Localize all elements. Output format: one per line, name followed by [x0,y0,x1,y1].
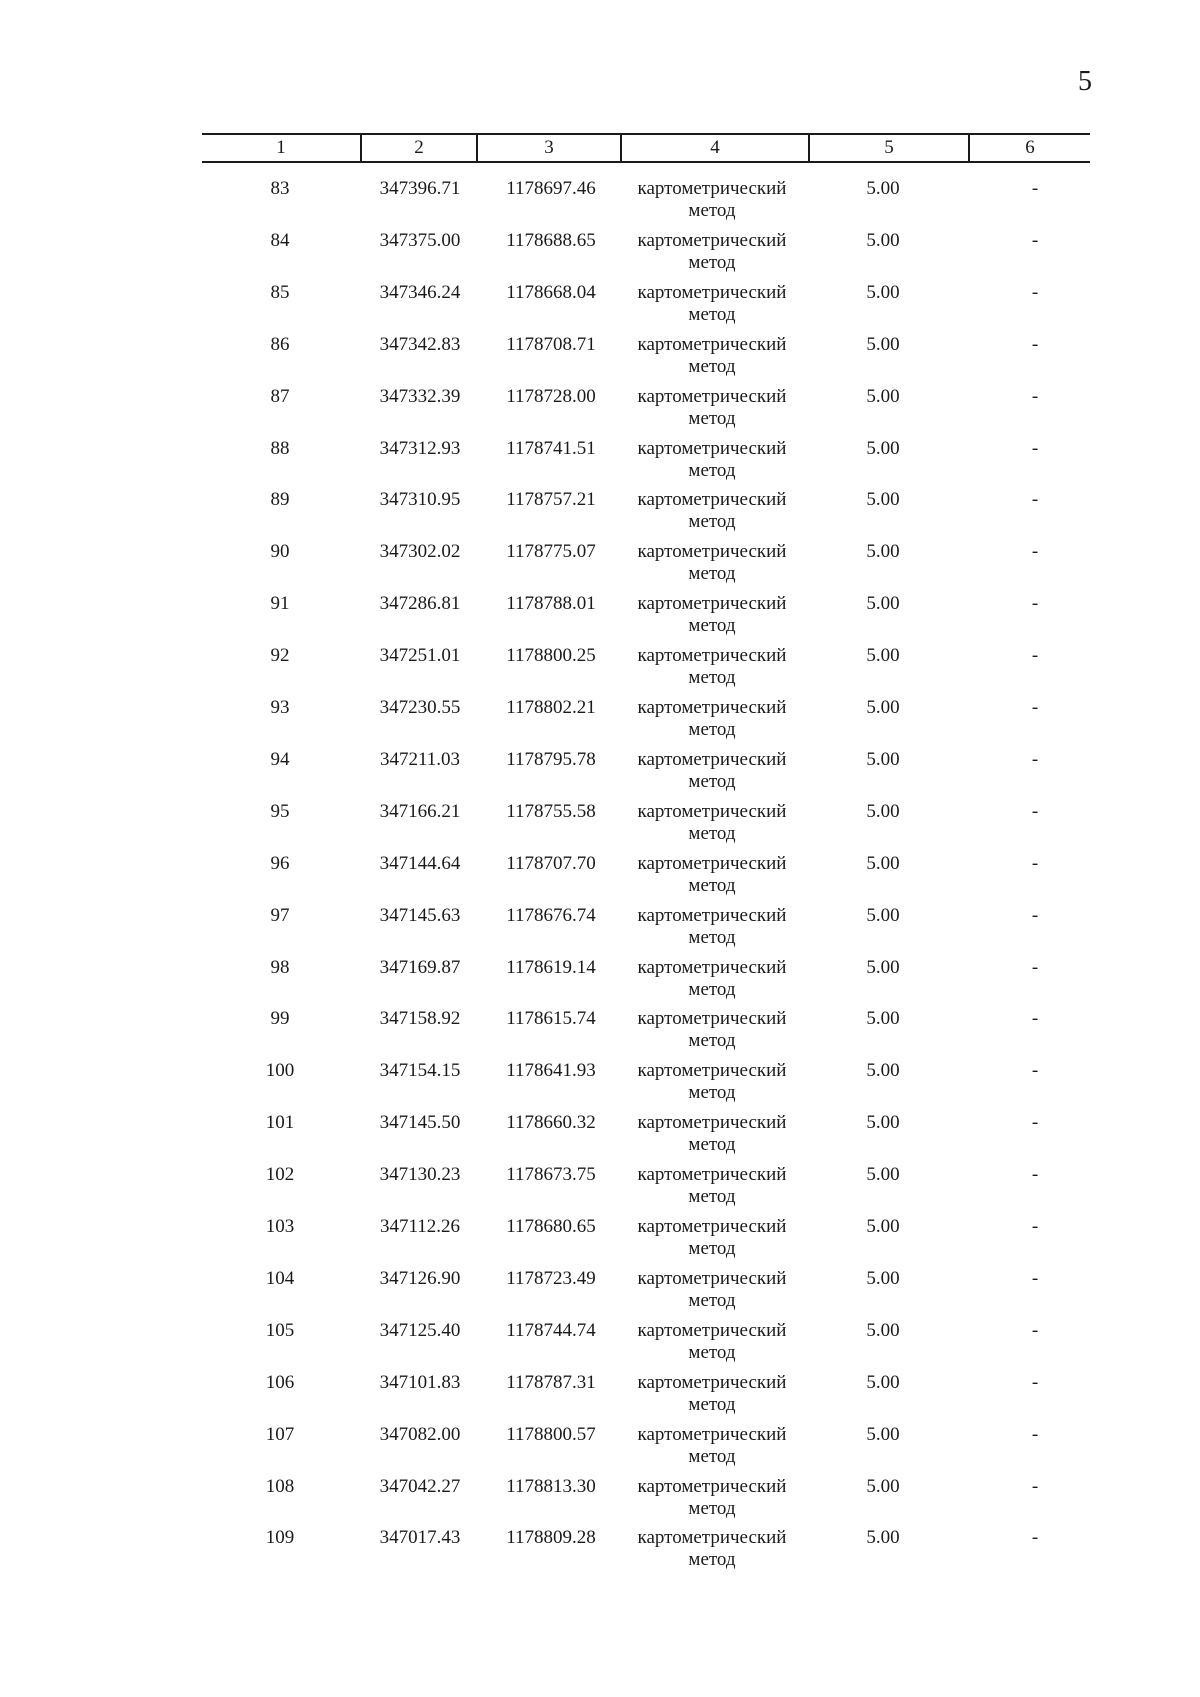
y-coordinate-cell: 1178697.46 [506,178,596,199]
table-row [0,541,1200,591]
y-coordinate-cell: 1178757.21 [506,489,596,511]
method-cell [612,386,812,430]
method-line-1: картометрический [637,541,787,563]
column-header-5: 5 [808,135,968,161]
table-row [0,1008,1200,1058]
method-line-1: картометрический [637,281,787,303]
note-cell: - [1031,1060,1039,1082]
note-cell: - [1031,1008,1039,1030]
method-line-1: картометрический [637,1267,787,1289]
table-row [0,1060,1200,1110]
y-coordinate-cell: 1178802.21 [506,697,596,718]
note-cell: - [1031,748,1039,770]
method-cell [612,801,812,845]
point-number-cell: 88 [270,437,290,459]
point-number-cell: 101 [265,1112,295,1134]
x-coordinate-cell: 347154.15 [379,1060,461,1082]
point-number-cell: 90 [270,541,290,563]
method-cell [612,593,812,637]
method-cell [612,645,812,689]
table-row [0,1268,1200,1318]
method-line-1: картометрический [637,1164,787,1186]
column-header-1: 1 [276,137,286,158]
method-line-2: метод [688,1549,736,1571]
accuracy-cell: 5.00 [866,904,900,926]
x-coordinate-cell: 347125.40 [379,1319,461,1341]
method-line-1: картометрический [637,1475,787,1497]
note-cell: - [1031,1164,1039,1186]
y-coordinate-cell: 1178800.25 [506,645,596,667]
point-number-cell: 109 [265,1527,295,1549]
accuracy-cell: 5.00 [866,281,900,303]
method-cell [612,1424,812,1468]
note-cell: - [1031,437,1039,459]
y-coordinate-cell: 1178676.74 [506,904,596,926]
method-line-1: картометрический [637,1371,787,1393]
accuracy-cell: 5.00 [866,852,900,874]
method-line-1: картометрический [637,697,787,718]
point-number-cell: 94 [270,748,290,770]
accuracy-cell: 5.00 [866,333,900,355]
method-cell [612,282,812,326]
table-row [0,801,1200,851]
y-coordinate-cell: 1178744.74 [506,1319,596,1341]
note-cell: - [1031,333,1039,355]
point-number-cell: 102 [265,1164,295,1186]
x-coordinate-cell: 347396.71 [379,178,461,199]
table-row [0,697,1200,747]
method-line-2: метод [688,1497,736,1519]
method-line-1: картометрический [637,1060,787,1082]
table-row [0,593,1200,643]
method-line-2: метод [688,1289,736,1311]
table-row [0,1164,1200,1214]
method-line-2: метод [688,1445,736,1467]
y-coordinate-cell: 1178800.57 [506,1423,596,1445]
point-number-cell: 106 [265,1371,295,1393]
y-coordinate-cell: 1178741.51 [506,437,596,459]
method-line-2: метод [688,355,736,377]
y-coordinate-cell: 1178813.30 [506,1475,596,1497]
x-coordinate-cell: 347310.95 [379,489,461,511]
x-coordinate-cell: 347101.83 [379,1371,461,1393]
table-row [0,386,1200,436]
table-row [0,230,1200,280]
accuracy-cell: 5.00 [866,437,900,459]
method-cell [612,1372,812,1416]
accuracy-cell: 5.00 [866,1008,900,1030]
note-cell: - [1031,281,1039,303]
x-coordinate-cell: 347251.01 [379,645,461,667]
table-row [0,1112,1200,1162]
y-coordinate-cell: 1178680.65 [506,1216,596,1237]
method-line-1: картометрический [637,333,787,355]
method-line-1: картометрический [637,800,787,822]
method-line-2: метод [688,926,736,948]
page-number: 5 [1078,66,1092,97]
point-number-cell: 97 [270,904,290,926]
method-line-2: метод [688,1082,736,1104]
y-coordinate-cell: 1178755.58 [506,800,596,822]
method-line-1: картометрический [637,437,787,459]
note-cell: - [1031,1423,1039,1445]
x-coordinate-cell: 347145.63 [379,904,461,926]
accuracy-cell: 5.00 [866,956,900,978]
method-cell [612,1008,812,1052]
table-row [0,1527,1200,1577]
y-coordinate-cell: 1178707.70 [506,852,596,874]
method-line-1: картометрический [637,645,787,667]
accuracy-cell: 5.00 [866,800,900,822]
method-line-2: метод [688,1393,736,1415]
point-number-cell: 103 [265,1216,295,1237]
accuracy-cell: 5.00 [866,1371,900,1393]
y-coordinate-cell: 1178668.04 [506,281,596,303]
note-cell: - [1031,229,1039,251]
x-coordinate-cell: 347145.50 [379,1112,461,1134]
point-number-cell: 87 [270,385,290,407]
note-cell: - [1031,852,1039,874]
method-line-1: картометрический [637,229,787,251]
point-number-cell: 96 [270,852,290,874]
method-cell [612,438,812,482]
x-coordinate-cell: 347286.81 [379,593,461,615]
x-coordinate-cell: 347302.02 [379,541,461,563]
accuracy-cell: 5.00 [866,385,900,407]
method-line-1: картометрический [637,956,787,978]
accuracy-cell: 5.00 [866,1527,900,1549]
point-number-cell: 107 [265,1423,295,1445]
accuracy-cell: 5.00 [866,229,900,251]
x-coordinate-cell: 347144.64 [379,852,461,874]
y-coordinate-cell: 1178615.74 [506,1008,596,1030]
y-coordinate-cell: 1178688.65 [506,229,596,251]
accuracy-cell: 5.00 [866,1319,900,1341]
table-row [0,957,1200,1007]
y-coordinate-cell: 1178728.00 [506,385,596,407]
accuracy-cell: 5.00 [866,541,900,563]
x-coordinate-cell: 347126.90 [379,1267,461,1289]
method-line-1: картометрический [637,1319,787,1341]
method-line-1: картометрический [637,489,787,511]
accuracy-cell: 5.00 [866,1267,900,1289]
method-cell [612,334,812,378]
note-cell: - [1031,1475,1039,1497]
x-coordinate-cell: 347042.27 [379,1475,461,1497]
method-line-1: картометрический [637,385,787,407]
accuracy-cell: 5.00 [866,489,900,511]
point-number-cell: 98 [270,956,290,978]
method-line-1: картометрический [637,178,787,199]
table-row [0,178,1200,228]
method-line-2: метод [688,200,736,221]
method-line-2: метод [688,615,736,637]
note-cell: - [1031,1319,1039,1341]
x-coordinate-cell: 347169.87 [379,956,461,978]
table-row [0,1320,1200,1370]
table-row [0,1476,1200,1526]
method-cell [612,1527,812,1571]
method-line-2: метод [688,459,736,481]
table-row [0,749,1200,799]
method-line-2: метод [688,563,736,585]
table-row [0,489,1200,539]
note-cell: - [1031,178,1039,199]
table-row [0,438,1200,488]
note-cell: - [1031,1527,1039,1549]
method-cell [612,1320,812,1364]
method-line-2: метод [688,303,736,325]
method-cell [612,1164,812,1208]
method-line-1: картометрический [637,904,787,926]
note-cell: - [1031,1112,1039,1134]
point-number-cell: 89 [270,489,290,511]
method-line-1: картометрический [637,1527,787,1549]
column-header-4: 4 [620,135,808,161]
point-number-cell: 95 [270,800,290,822]
y-coordinate-cell: 1178723.49 [506,1267,596,1289]
method-line-2: метод [688,822,736,844]
method-line-2: метод [688,1341,736,1363]
note-cell: - [1031,904,1039,926]
x-coordinate-cell: 347312.93 [379,437,461,459]
method-cell [612,178,812,222]
y-coordinate-cell: 1178619.14 [506,956,596,978]
note-cell: - [1031,1371,1039,1393]
method-cell [612,489,812,533]
note-cell: - [1031,645,1039,667]
method-cell [612,541,812,585]
method-cell [612,1060,812,1104]
y-coordinate-cell: 1178809.28 [506,1527,596,1549]
note-cell: - [1031,1216,1039,1237]
y-coordinate-cell: 1178641.93 [506,1060,596,1082]
method-cell [612,1268,812,1312]
accuracy-cell: 5.00 [866,1423,900,1445]
accuracy-cell: 5.00 [866,1216,900,1237]
method-line-2: метод [688,1134,736,1156]
x-coordinate-cell: 347112.26 [379,1216,461,1237]
method-line-1: картометрический [637,593,787,615]
table-row [0,1424,1200,1474]
column-header-6: 6 [968,135,1090,161]
point-number-cell: 92 [270,645,290,667]
point-number-cell: 91 [270,593,290,615]
y-coordinate-cell: 1178775.07 [506,541,596,563]
accuracy-cell: 5.00 [866,1060,900,1082]
method-cell [612,905,812,949]
column-header-3: 3 [476,135,620,161]
point-number-cell: 108 [265,1475,295,1497]
point-number-cell: 99 [270,1008,290,1030]
x-coordinate-cell: 347017.43 [379,1527,461,1549]
x-coordinate-cell: 347375.00 [379,229,461,251]
x-coordinate-cell: 347211.03 [379,748,461,770]
method-cell [612,853,812,897]
method-line-1: картометрический [637,1423,787,1445]
table-row [0,334,1200,384]
accuracy-cell: 5.00 [866,645,900,667]
accuracy-cell: 5.00 [866,1164,900,1186]
method-line-2: метод [688,978,736,1000]
method-cell [612,1112,812,1156]
method-cell [612,697,812,741]
method-line-2: метод [688,251,736,273]
note-cell: - [1031,489,1039,511]
method-line-2: метод [688,719,736,740]
note-cell: - [1031,541,1039,563]
x-coordinate-cell: 347332.39 [379,385,461,407]
y-coordinate-cell: 1178787.31 [506,1371,596,1393]
method-line-2: метод [688,874,736,896]
table-row [0,282,1200,332]
x-coordinate-cell: 347342.83 [379,333,461,355]
table-row [0,853,1200,903]
method-line-2: метод [688,770,736,792]
note-cell: - [1031,800,1039,822]
method-line-2: метод [688,1030,736,1052]
note-cell: - [1031,1267,1039,1289]
point-number-cell: 104 [265,1267,295,1289]
table-row [0,1372,1200,1422]
method-line-2: метод [688,1186,736,1208]
method-cell [612,957,812,1001]
x-coordinate-cell: 347130.23 [379,1164,461,1186]
x-coordinate-cell: 347230.55 [379,697,461,718]
column-header-2: 2 [360,135,476,161]
x-coordinate-cell: 347158.92 [379,1008,461,1030]
method-line-1: картометрический [637,748,787,770]
x-coordinate-cell: 347346.24 [379,281,461,303]
y-coordinate-cell: 1178788.01 [506,593,596,615]
method-line-1: картометрический [637,1008,787,1030]
method-cell [612,230,812,274]
point-number-cell: 105 [265,1319,295,1341]
accuracy-cell: 5.00 [866,697,900,718]
accuracy-cell: 5.00 [866,1475,900,1497]
accuracy-cell: 5.00 [866,748,900,770]
point-number-cell: 86 [270,333,290,355]
method-line-2: метод [688,667,736,689]
note-cell: - [1031,385,1039,407]
note-cell: - [1031,956,1039,978]
point-number-cell: 83 [270,178,290,199]
table-row [0,645,1200,695]
table-row [0,905,1200,955]
accuracy-cell: 5.00 [866,1112,900,1134]
method-line-2: метод [688,1238,736,1259]
y-coordinate-cell: 1178708.71 [506,333,596,355]
method-line-1: картометрический [637,1216,787,1237]
method-cell [612,1216,812,1260]
accuracy-cell: 5.00 [866,593,900,615]
method-line-1: картометрический [637,1112,787,1134]
accuracy-cell: 5.00 [866,178,900,199]
x-coordinate-cell: 347166.21 [379,800,461,822]
point-number-cell: 93 [270,697,290,718]
point-number-cell: 84 [270,229,290,251]
method-line-2: метод [688,407,736,429]
y-coordinate-cell: 1178795.78 [506,748,596,770]
method-line-2: метод [688,511,736,533]
method-line-1: картометрический [637,852,787,874]
method-cell [612,1476,812,1520]
table-row [0,1216,1200,1266]
y-coordinate-cell: 1178673.75 [506,1164,596,1186]
note-cell: - [1031,593,1039,615]
point-number-cell: 85 [270,281,290,303]
x-coordinate-cell: 347082.00 [379,1423,461,1445]
method-cell [612,749,812,793]
y-coordinate-cell: 1178660.32 [506,1112,596,1134]
point-number-cell: 100 [265,1060,295,1082]
table-header [202,133,1090,163]
note-cell: - [1031,697,1039,718]
